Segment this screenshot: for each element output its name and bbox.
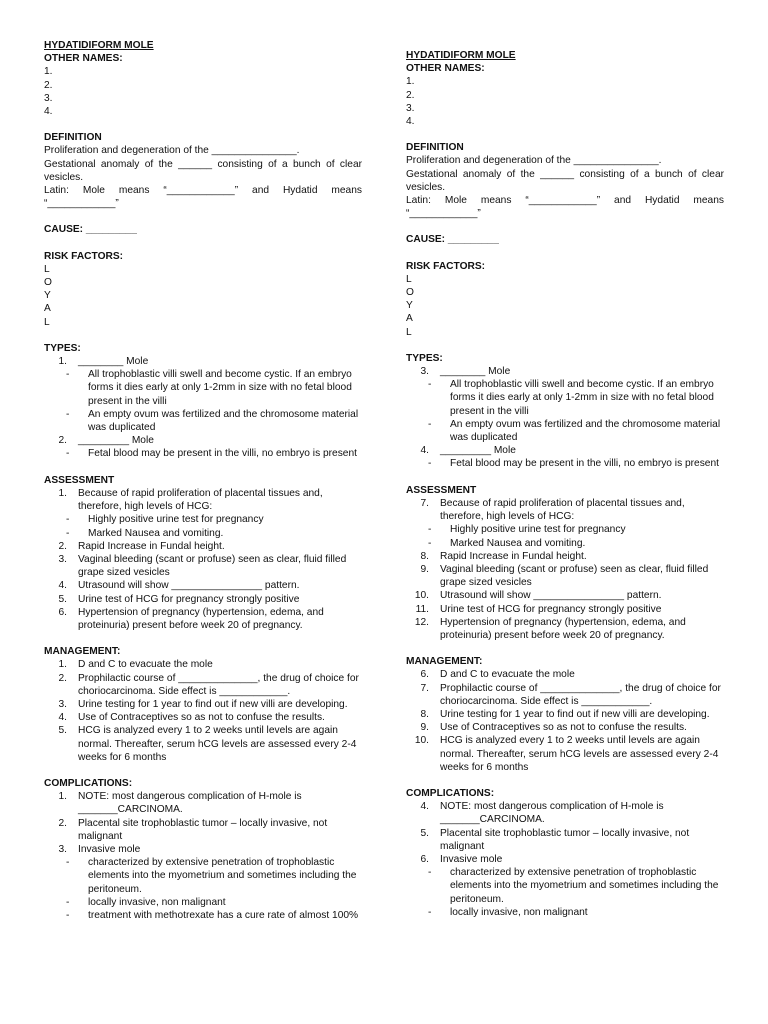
list-marker: 3. (58, 698, 67, 710)
list-marker: 6. (420, 669, 429, 681)
other-name-item: 3. (406, 102, 415, 114)
list-text: Rapid Increase in Fundal height. (78, 540, 225, 552)
list-marker: 4. (420, 801, 429, 813)
types-heading: TYPES: (44, 342, 81, 354)
other-name-item: 4. (406, 116, 415, 128)
risk-letter: L (44, 316, 50, 328)
list-text: treatment with methotrexate has a cure rate of almost 100% (88, 909, 359, 921)
other-name-item: 2. (406, 89, 415, 101)
list-item (44, 790, 362, 816)
list-item (44, 368, 362, 408)
list-item (406, 668, 724, 681)
list-marker: 10. (414, 590, 429, 602)
list-text: Because of rapid proliferation of placental tissues and, therefore, high levels of HCG: (78, 487, 323, 513)
complications-heading: COMPLICATIONS: (406, 787, 495, 799)
list-text: Invasive mole (78, 843, 141, 855)
list-item (406, 708, 724, 721)
list-item (44, 447, 362, 460)
list-text: D and C to evacuate the mole (78, 659, 213, 671)
left-column (44, 39, 362, 922)
list-item (406, 523, 724, 536)
other-names-heading: OTHER NAMES: (406, 63, 485, 75)
list-item (44, 856, 362, 896)
list-marker: 6. (58, 606, 67, 618)
list-text: Rapid Increase in Fundal height. (440, 550, 587, 562)
list-text: Urine test of HCG for pregnancy strongly positive (78, 593, 300, 605)
bullet-dash: - (428, 379, 432, 391)
types-heading: TYPES: (406, 352, 443, 364)
list-text: All trophoblastic villi swell and become cystic. If an embryo forms it dies early at only 1-2mm in size with no fetal blood present in the villi (88, 369, 352, 407)
bullet-dash: - (428, 867, 432, 879)
bullet-dash: - (66, 514, 70, 526)
list-item (44, 909, 362, 922)
definition-heading: DEFINITION (44, 132, 102, 144)
list-text: Hypertension of pregnancy (hypertension, edema, and proteinuria) present before week 20 of pregnancy. (440, 616, 686, 641)
list-item (44, 593, 362, 606)
list-marker: 7. (420, 497, 429, 509)
list-marker: 12. (414, 616, 429, 628)
cause-line: CAUSE: _________ (44, 224, 137, 236)
list-text: Vaginal bleeding (scant or profuse) seen as clear, fluid filled grape sized vesicles (440, 563, 709, 589)
list-item (406, 378, 724, 418)
list-text: _________ Mole (440, 445, 516, 457)
definition-heading: DEFINITION (406, 142, 464, 154)
list-text: HCG is analyzed every 1 to 2 weeks until levels are again normal. Thereafter, serum hCG levels are assessed every 2-4 weeks for 6 months (78, 725, 357, 763)
list-text: Placental site trophoblastic tumor – locally invasive, not malignant (440, 827, 690, 852)
list-item (406, 444, 724, 457)
risk-letter: Y (44, 290, 51, 302)
list-marker: 2. (58, 435, 67, 447)
list-marker: 8. (420, 550, 429, 562)
list-marker: 9. (420, 722, 429, 734)
list-text: characterized by extensive penetration of trophoblastic elements into the myometrium and sometimes including the peritoneum. (450, 867, 719, 905)
list-item (44, 711, 362, 724)
other-names-heading: OTHER NAMES: (44, 53, 123, 65)
list-item (44, 355, 362, 368)
list-marker: 6. (420, 853, 429, 865)
list-text: Fetal blood may be present in the villi, no embryo is present (450, 458, 719, 470)
bullet-dash: - (66, 527, 70, 539)
list-marker: 4. (420, 445, 429, 457)
list-item (44, 540, 362, 553)
right-column (406, 49, 724, 919)
list-marker: 5. (58, 593, 67, 605)
list-marker: 2. (58, 817, 67, 829)
list-text: Urine testing for 1 year to find out if new villi are developing. (78, 698, 348, 710)
list-item (406, 721, 724, 734)
bullet-dash: - (428, 418, 432, 430)
bullet-dash: - (66, 857, 70, 869)
bullet-dash: - (66, 369, 70, 381)
list-item (406, 563, 724, 589)
list-item (406, 827, 724, 853)
list-text: An empty ovum was fertilized and the chromosome material was duplicated (450, 418, 721, 444)
list-marker: 3. (58, 843, 67, 855)
list-text: D and C to evacuate the mole (440, 669, 575, 681)
list-text: locally invasive, non malignant (88, 896, 226, 908)
list-text: Hypertension of pregnancy (hypertension, edema, and proteinuria) present before week 20 of pregnancy. (78, 606, 324, 631)
bullet-dash: - (66, 408, 70, 420)
list-item (406, 906, 724, 919)
doc-title: HYDATIDIFORM MOLE (406, 50, 516, 61)
list-item (406, 418, 724, 444)
list-marker: 8. (420, 708, 429, 720)
list-item (44, 698, 362, 711)
risk-factors-heading: RISK FACTORS: (44, 250, 124, 262)
management-heading: MANAGEMENT: (44, 646, 121, 658)
list-text: Invasive mole (440, 853, 503, 865)
other-name-item: 2. (44, 79, 53, 91)
list-text: Use of Contraceptives so as not to confuse the results. (78, 712, 325, 724)
assessment-heading: ASSESSMENT (44, 474, 115, 486)
list-item (44, 553, 362, 579)
list-text: ________ Mole (440, 366, 511, 378)
list-item (44, 527, 362, 540)
bullet-dash: - (66, 896, 70, 908)
list-item (44, 579, 362, 592)
list-marker: 9. (420, 563, 429, 575)
list-text: Prophilactic course of ______________, the drug of choice for choriocarcinoma. Side effect is ____________. (440, 682, 721, 707)
list-item (406, 734, 724, 774)
list-marker: 3. (420, 366, 429, 378)
list-marker: 3. (58, 553, 67, 565)
list-item (406, 497, 724, 523)
risk-letter: A (406, 313, 413, 325)
list-item (406, 616, 724, 642)
bullet-dash: - (428, 537, 432, 549)
list-marker: 4. (58, 580, 67, 592)
list-item (44, 672, 362, 698)
list-text: characterized by extensive penetration of trophoblastic elements into the myometrium and sometimes including the peritoneum. (88, 857, 357, 895)
bullet-dash: - (428, 906, 432, 918)
list-item (44, 487, 362, 513)
risk-factors-heading: RISK FACTORS: (406, 260, 486, 272)
list-item (406, 550, 724, 563)
definition-line: Proliferation and degeneration of the _______________. (406, 155, 662, 167)
list-item (44, 843, 362, 856)
list-text: Utrasound will show ________________ pattern. (440, 590, 662, 602)
risk-letter: L (44, 263, 50, 275)
list-text: Highly positive urine test for pregnancy (88, 514, 264, 526)
risk-letter: A (44, 303, 51, 315)
list-text: Vaginal bleeding (scant or profuse) seen as clear, fluid filled grape sized vesicles (78, 553, 347, 579)
list-item (406, 457, 724, 470)
management-heading: MANAGEMENT: (406, 656, 483, 668)
list-item (44, 724, 362, 764)
list-text: Urine testing for 1 year to find out if new villi are developing. (440, 708, 710, 720)
definition-line: Latin: Mole means “____________” and Hydatid means “____________” (406, 195, 724, 220)
list-text: HCG is analyzed every 1 to 2 weeks until levels are again normal. Thereafter, serum hCG levels are assessed every 2-4 weeks for 6 months (440, 735, 719, 773)
list-item (406, 866, 724, 906)
list-marker: 1. (58, 791, 67, 803)
list-text: An empty ovum was fertilized and the chromosome material was duplicated (88, 408, 359, 434)
list-text: Because of rapid proliferation of placental tissues and, therefore, high levels of HCG: (440, 497, 685, 523)
list-marker: 5. (420, 827, 429, 839)
other-name-item: 3. (44, 92, 53, 104)
list-marker: 5. (58, 725, 67, 737)
definition-line: Latin: Mole means “____________” and Hydatid means “____________” (44, 185, 362, 210)
list-item (44, 513, 362, 526)
list-item (44, 658, 362, 671)
list-text: Utrasound will show ________________ pattern. (78, 580, 300, 592)
list-text: ________ Mole (78, 356, 149, 368)
definition-line: Gestational anomaly of the ______ consisting of a bunch of clear vesicles. (44, 158, 362, 183)
list-item (406, 800, 724, 826)
risk-letter: O (44, 277, 52, 289)
doc-title: HYDATIDIFORM MOLE (44, 40, 154, 51)
list-marker: 1. (58, 659, 67, 671)
list-marker: 2. (58, 672, 67, 684)
bullet-dash: - (66, 909, 70, 921)
list-item (406, 603, 724, 616)
list-item (406, 853, 724, 866)
list-item (44, 434, 362, 447)
list-marker: 1. (58, 487, 67, 499)
other-name-item: 4. (44, 106, 53, 118)
list-text: NOTE: most dangerous complication of H-mole is _______CARCINOMA. (78, 791, 302, 816)
definition-line: Gestational anomaly of the ______ consisting of a bunch of clear vesicles. (406, 168, 724, 193)
list-item (406, 682, 724, 708)
list-marker: 10. (414, 735, 429, 747)
list-marker: 11. (415, 603, 429, 615)
list-text: Placental site trophoblastic tumor – locally invasive, not malignant (78, 817, 328, 842)
risk-letter: Y (406, 300, 413, 312)
cause-line: CAUSE: _________ (406, 234, 499, 246)
list-text: NOTE: most dangerous complication of H-mole is _______CARCINOMA. (440, 801, 664, 826)
other-name-item: 1. (44, 66, 53, 78)
list-item (44, 817, 362, 843)
list-text: locally invasive, non malignant (450, 906, 588, 918)
other-name-item: 1. (406, 76, 415, 88)
risk-letter: O (406, 287, 414, 299)
list-text: Use of Contraceptives so as not to confuse the results. (440, 722, 687, 734)
list-text: All trophoblastic villi swell and become cystic. If an embryo forms it dies early at only 1-2mm in size with no fetal blood present in the villi (450, 379, 714, 417)
list-item (406, 589, 724, 602)
list-item (44, 408, 362, 434)
list-marker: 4. (58, 712, 67, 724)
list-marker: 1. (58, 356, 67, 368)
list-text: Urine test of HCG for pregnancy strongly positive (440, 603, 662, 615)
list-marker: 7. (420, 682, 429, 694)
list-text: Fetal blood may be present in the villi, no embryo is present (88, 448, 357, 460)
bullet-dash: - (66, 448, 70, 460)
list-text: _________ Mole (78, 435, 154, 447)
risk-letter: L (406, 326, 412, 338)
definition-line: Proliferation and degeneration of the _______________. (44, 145, 300, 157)
list-item (44, 896, 362, 909)
list-text: Highly positive urine test for pregnancy (450, 524, 626, 536)
list-marker: 2. (58, 540, 67, 552)
list-item (406, 537, 724, 550)
assessment-heading: ASSESSMENT (406, 484, 477, 496)
complications-heading: COMPLICATIONS: (44, 777, 133, 789)
bullet-dash: - (428, 524, 432, 536)
list-item (406, 365, 724, 378)
risk-letter: L (406, 273, 412, 285)
list-text: Marked Nausea and vomiting. (88, 527, 224, 539)
bullet-dash: - (428, 458, 432, 470)
list-text: Prophilactic course of ______________, the drug of choice for choriocarcinoma. Side effect is ____________. (78, 672, 359, 697)
list-text: Marked Nausea and vomiting. (450, 537, 586, 549)
list-item (44, 606, 362, 632)
